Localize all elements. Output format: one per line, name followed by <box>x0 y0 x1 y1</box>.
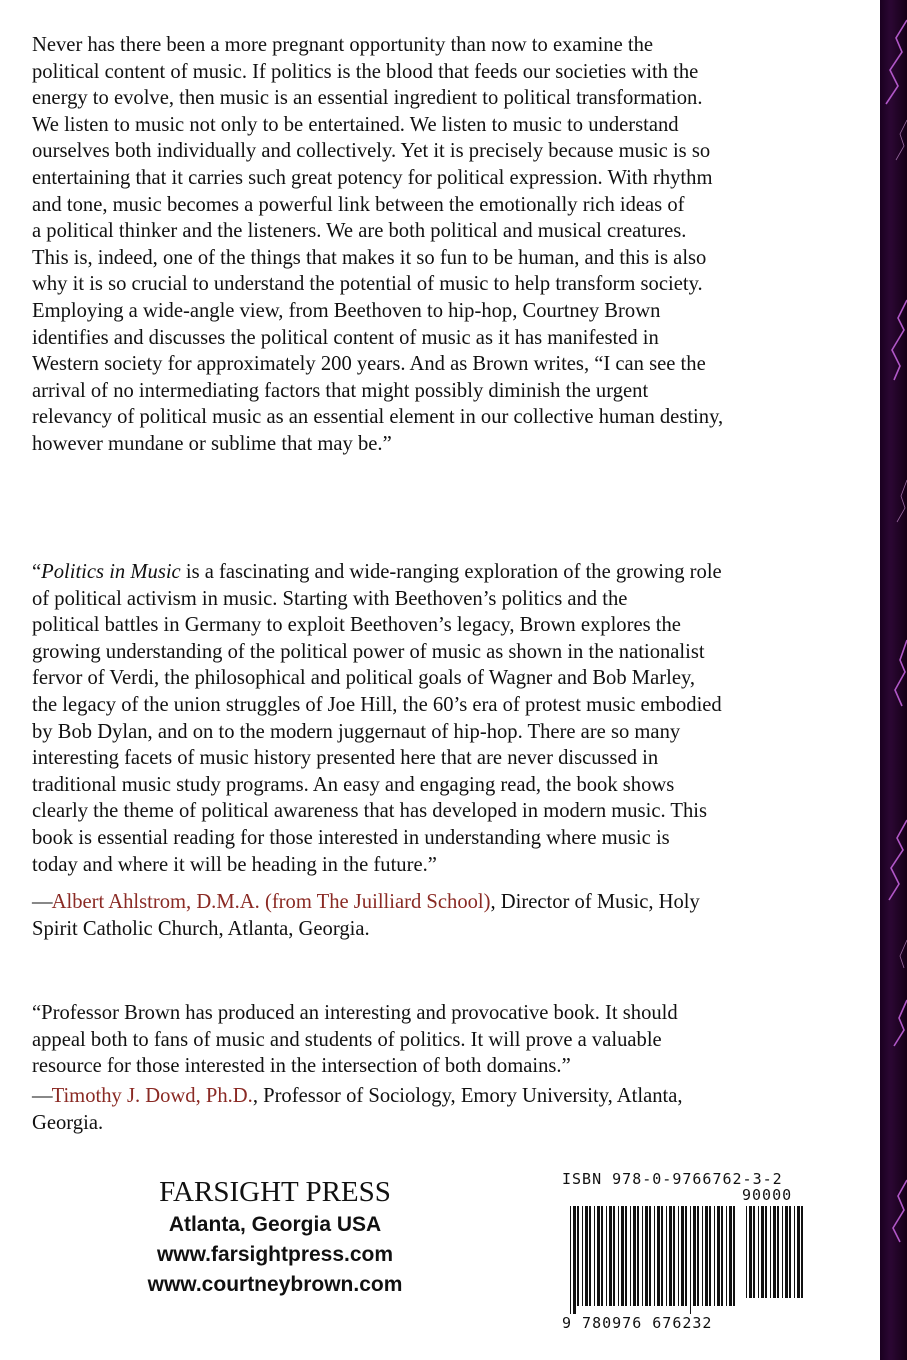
book-title: Politics in Music <box>41 561 181 583</box>
em-dash: — <box>32 891 52 913</box>
barcode-bar <box>669 1206 672 1306</box>
barcode-bar <box>601 1206 603 1306</box>
barcode-bar <box>729 1206 732 1306</box>
barcode-bar <box>673 1206 675 1306</box>
barcode-bar <box>749 1206 752 1298</box>
barcode-bar <box>717 1206 720 1306</box>
barcode-bar <box>721 1206 723 1306</box>
barcode-bar <box>794 1206 795 1298</box>
barcode-bar <box>585 1206 588 1306</box>
barcode-bar <box>597 1206 600 1306</box>
barcode-bar <box>702 1206 703 1306</box>
publisher-block <box>100 1174 450 1300</box>
barcode-bar <box>613 1206 615 1306</box>
barcode-bar <box>621 1206 624 1306</box>
barcode-bar <box>693 1206 696 1306</box>
barcode-bar <box>785 1206 788 1298</box>
publisher-location: Atlanta, Georgia USA <box>168 1213 382 1236</box>
barcode-bar <box>606 1206 607 1306</box>
price-barcode-bars <box>746 1206 808 1306</box>
barcode-bar <box>797 1206 800 1298</box>
barcode-bar <box>577 1206 579 1306</box>
review-text-1: is a fascinating and wide-ranging exploration of the growing role of political activism in music. Starting with Beethoven’s politics and the political battles in Germany to exploit Beethoven’s legacy, Brown explores the growing understanding of the political power of music as shown in the nationalist fervor of Verdi, the philosophical and political goals of Wagner and Bob Marley, the legacy of the union struggles of Joe Hill, the 60’s era of protest music embodied by Bob Dylan, and on to the modern juggernaut of hip-hop. There are so many interesting facets of music history presented here that are never discussed in traditional music study programs. An easy and engaging read, the book shows clearly the theme of political awareness that has developed in modern music. This book is essential reading for those interested in understanding where music is today and where it will be heading in the future.” <box>32 561 722 876</box>
reviewer-name-2: Timothy J. Dowd, Ph.D. <box>51 1085 253 1107</box>
barcode-bar <box>685 1206 687 1306</box>
barcode-bar <box>765 1206 767 1298</box>
barcode-bar <box>789 1206 791 1298</box>
barcode-bar <box>625 1206 627 1306</box>
price-code: 90000 <box>742 1186 793 1204</box>
barcode-bar <box>649 1206 651 1306</box>
barcode-bar <box>726 1206 727 1306</box>
barcode-bar <box>609 1206 612 1306</box>
barcode-bar <box>714 1206 715 1306</box>
barcode-bar <box>582 1206 583 1306</box>
barcode-bar <box>642 1206 643 1306</box>
barcode-bar <box>570 1206 571 1314</box>
author-website: www.courtneybrown.com <box>147 1273 403 1296</box>
isbn-barcode <box>556 1166 826 1342</box>
spine-lightning-art <box>880 0 907 1360</box>
barcode-bar <box>770 1206 771 1298</box>
barcode-bar <box>782 1206 783 1298</box>
barcode-bar <box>654 1206 655 1306</box>
barcode-bar <box>746 1206 747 1298</box>
barcode-bar <box>678 1206 679 1306</box>
barcode-bar <box>645 1206 648 1306</box>
reviewer-affiliation-1: , Director of Music, Holy Spirit Catholic Church, Atlanta, Georgia. <box>32 891 700 940</box>
barcode-bar <box>618 1206 619 1306</box>
reviewer-affiliation-2: , Professor of Sociology, Emory University, Atlanta, Georgia. <box>32 1085 683 1134</box>
barcode-bar <box>758 1206 759 1298</box>
barcode-bar <box>633 1206 636 1306</box>
lightning-icon <box>880 0 907 1360</box>
description-paragraph: Never has there been a more pregnant opportunity than now to examine the political content of music. If politics is the blood that feeds our societies with the energy to evolve, then music is an essential ingredient to political transformation. We listen to music not only to be entertained. We listen to music to understand ourselves both individually and collectively. Yet it is precisely because music is so entertaining that it carries such great potency for political expression. With rhythm and tone, music becomes a powerful link between the emotionally rich ideas of a political thinker and the listeners. We are both political and musical creatures. This is, indeed, one of the things that makes it so fun to be human, and this is also why it is so crucial to understand the potential of music to help transform society. Employing a wide-angle view, from Beethoven to hip-hop, Courtney Brown identifies and discusses the political content of music as it has manifested in Western society for approximately 200 years. And as Brown writes, “I can see the arrival of no intermediating factors that might possibly diminish the urgent relevancy of political music as an essential element in our collective human destiny, however mundane or sublime that may be.” <box>32 34 724 455</box>
barcode-bar <box>573 1206 576 1314</box>
barcode-bar <box>705 1206 708 1306</box>
barcode-bar <box>594 1206 595 1306</box>
review-quote-2: “Professor Brown has produced an interesting and provocative book. It should appeal both to fans of music and students of politics. It will prove a valuable resource for those interested in the intersection of both domains.” <box>32 1002 678 1078</box>
barcode-bar <box>761 1206 764 1298</box>
barcode-bar <box>709 1206 711 1306</box>
barcode-bar <box>589 1206 591 1306</box>
ean-barcode-bars <box>570 1206 738 1314</box>
reviewer-name-1: Albert Ahlstrom, D.M.A. (from The Juilliard School) <box>51 891 491 913</box>
barcode-bar <box>697 1206 699 1306</box>
review-attribution-1 <box>32 889 872 942</box>
barcode-bar <box>733 1206 735 1306</box>
barcode-bar <box>630 1206 631 1306</box>
publisher-name: FARSIGHT PRESS <box>159 1176 391 1208</box>
open-quote: “ <box>32 561 42 583</box>
barcode-bar <box>801 1206 803 1298</box>
review-quote-1 <box>32 559 872 882</box>
barcode-bar <box>773 1206 776 1298</box>
em-dash: — <box>32 1085 52 1107</box>
barcode-bar <box>666 1206 667 1306</box>
publisher-website: www.farsightpress.com <box>156 1243 394 1266</box>
barcode-bar <box>690 1206 691 1314</box>
barcode-bar <box>681 1206 684 1306</box>
barcode-bar <box>657 1206 660 1306</box>
review-attribution-2 <box>32 1083 872 1136</box>
barcode-bar <box>777 1206 779 1298</box>
barcode-bar <box>637 1206 639 1306</box>
barcode-bar <box>661 1206 663 1306</box>
isbn-label: ISBN 978-0-9766762-3-2 <box>562 1170 783 1188</box>
ean-digits: 9 780976 676232 <box>562 1314 713 1332</box>
barcode-bar <box>753 1206 755 1298</box>
